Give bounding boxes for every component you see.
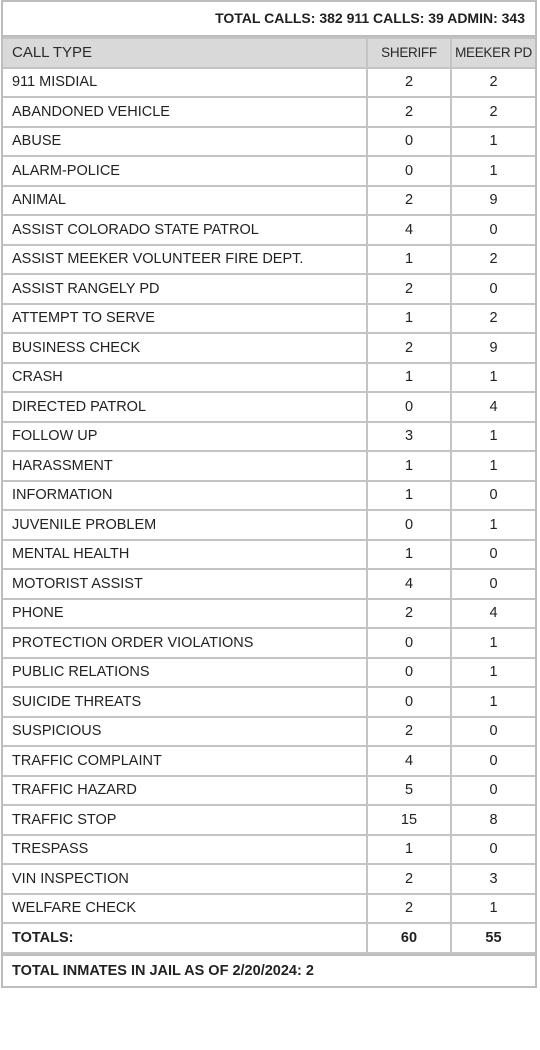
table-row [3,776,535,806]
call-type-cell: TRAFFIC STOP [3,805,367,835]
meeker-pd-count-cell: 4 [451,599,535,629]
meeker-pd-count-cell: 0 [451,481,535,511]
meeker-pd-count-cell: 0 [451,274,535,304]
table-row [3,186,535,216]
totals-meeker-pd: 55 [451,923,535,953]
call-type-cell: ALARM-POLICE [3,156,367,186]
sheriff-count-cell: 0 [367,628,451,658]
meeker-pd-count-cell: 0 [451,540,535,570]
meeker-pd-count-cell: 1 [451,628,535,658]
sheriff-count-cell: 2 [367,864,451,894]
meeker-pd-count-cell: 1 [451,510,535,540]
meeker-pd-count-cell: 0 [451,717,535,747]
sheriff-count-cell: 5 [367,776,451,806]
totals-row [3,923,535,953]
sheriff-count-cell: 15 [367,805,451,835]
meeker-pd-count-cell: 1 [451,363,535,393]
meeker-pd-count-cell: 8 [451,805,535,835]
sheriff-count-cell: 1 [367,835,451,865]
table-row [3,717,535,747]
sheriff-count-cell: 2 [367,186,451,216]
meeker-pd-count-cell: 0 [451,569,535,599]
table-row [3,127,535,157]
sheriff-count-cell: 2 [367,333,451,363]
call-type-cell: WELFARE CHECK [3,894,367,924]
meeker-pd-count-cell: 2 [451,245,535,275]
meeker-pd-count-cell: 1 [451,894,535,924]
table-header-row [3,38,535,68]
table-row [3,687,535,717]
table-row [3,599,535,629]
call-type-cell: INFORMATION [3,481,367,511]
sheriff-count-cell: 0 [367,392,451,422]
table-row [3,835,535,865]
sheriff-count-cell: 1 [367,481,451,511]
meeker-pd-count-cell: 0 [451,215,535,245]
table-row [3,540,535,570]
header-call-type: CALL TYPE [3,38,367,68]
sheriff-count-cell: 1 [367,245,451,275]
sheriff-count-cell: 3 [367,422,451,452]
meeker-pd-count-cell: 4 [451,392,535,422]
meeker-pd-count-cell: 0 [451,835,535,865]
call-type-cell: 911 MISDIAL [3,68,367,98]
table-row [3,215,535,245]
table-row [3,746,535,776]
sheriff-count-cell: 4 [367,746,451,776]
meeker-pd-count-cell: 1 [451,156,535,186]
call-type-table [3,37,535,954]
table-row [3,68,535,98]
call-type-cell: ATTEMPT TO SERVE [3,304,367,334]
sheriff-count-cell: 2 [367,599,451,629]
table-row [3,481,535,511]
table-body [3,68,535,924]
sheriff-count-cell: 2 [367,97,451,127]
meeker-pd-count-cell: 3 [451,864,535,894]
call-type-cell: PUBLIC RELATIONS [3,658,367,688]
table-row [3,569,535,599]
call-type-cell: ASSIST RANGELY PD [3,274,367,304]
call-type-cell: JUVENILE PROBLEM [3,510,367,540]
call-type-cell: TRESPASS [3,835,367,865]
call-type-cell: ABUSE [3,127,367,157]
sheriff-count-cell: 2 [367,717,451,747]
call-type-cell: PHONE [3,599,367,629]
meeker-pd-count-cell: 1 [451,451,535,481]
call-type-cell: SUICIDE THREATS [3,687,367,717]
call-type-cell: TRAFFIC HAZARD [3,776,367,806]
header-meeker-pd: MEEKER PD [451,38,535,68]
table-row [3,245,535,275]
meeker-pd-count-cell: 9 [451,333,535,363]
meeker-pd-count-cell: 2 [451,304,535,334]
table-row [3,451,535,481]
sheriff-count-cell: 2 [367,274,451,304]
table-row [3,392,535,422]
meeker-pd-count-cell: 0 [451,776,535,806]
meeker-pd-count-cell: 1 [451,687,535,717]
table-row [3,805,535,835]
table-row [3,894,535,924]
meeker-pd-count-cell: 2 [451,68,535,98]
call-type-cell: CRASH [3,363,367,393]
sheriff-count-cell: 4 [367,215,451,245]
sheriff-count-cell: 2 [367,68,451,98]
call-type-cell: TRAFFIC COMPLAINT [3,746,367,776]
table-row [3,658,535,688]
table-row [3,422,535,452]
sheriff-count-cell: 1 [367,540,451,570]
meeker-pd-count-cell: 1 [451,127,535,157]
meeker-pd-count-cell: 2 [451,97,535,127]
table-row [3,333,535,363]
call-type-cell: MOTORIST ASSIST [3,569,367,599]
call-type-cell: BUSINESS CHECK [3,333,367,363]
sheriff-count-cell: 0 [367,127,451,157]
call-type-cell: ABANDONED VEHICLE [3,97,367,127]
sheriff-count-cell: 2 [367,894,451,924]
call-type-cell: DIRECTED PATROL [3,392,367,422]
call-type-cell: SUSPICIOUS [3,717,367,747]
meeker-pd-count-cell: 1 [451,422,535,452]
call-type-cell: PROTECTION ORDER VIOLATIONS [3,628,367,658]
sheriff-count-cell: 1 [367,451,451,481]
inmate-count: TOTAL INMATES IN JAIL AS OF 2/20/2024: 2 [3,954,535,986]
call-type-cell: VIN INSPECTION [3,864,367,894]
call-type-cell: FOLLOW UP [3,422,367,452]
header-sheriff: SHERIFF [367,38,451,68]
call-type-cell: HARASSMENT [3,451,367,481]
table-row [3,156,535,186]
sheriff-count-cell: 0 [367,156,451,186]
totals-sheriff: 60 [367,923,451,953]
call-type-cell: ANIMAL [3,186,367,216]
totals-label: TOTALS: [3,923,367,953]
table-row [3,97,535,127]
sheriff-count-cell: 0 [367,687,451,717]
call-type-cell: ASSIST COLORADO STATE PATROL [3,215,367,245]
table-row [3,510,535,540]
sheriff-count-cell: 4 [367,569,451,599]
table-row [3,628,535,658]
call-type-cell: ASSIST MEEKER VOLUNTEER FIRE DEPT. [3,245,367,275]
call-type-cell: MENTAL HEALTH [3,540,367,570]
table-row [3,363,535,393]
table-row [3,864,535,894]
meeker-pd-count-cell: 1 [451,658,535,688]
sheriff-count-cell: 1 [367,363,451,393]
sheriff-count-cell: 0 [367,658,451,688]
table-row [3,304,535,334]
meeker-pd-count-cell: 9 [451,186,535,216]
meeker-pd-count-cell: 0 [451,746,535,776]
call-log-panel [1,0,537,988]
sheriff-count-cell: 0 [367,510,451,540]
call-summary: TOTAL CALLS: 382 911 CALLS: 39 ADMIN: 343 [3,2,535,37]
sheriff-count-cell: 1 [367,304,451,334]
table-row [3,274,535,304]
